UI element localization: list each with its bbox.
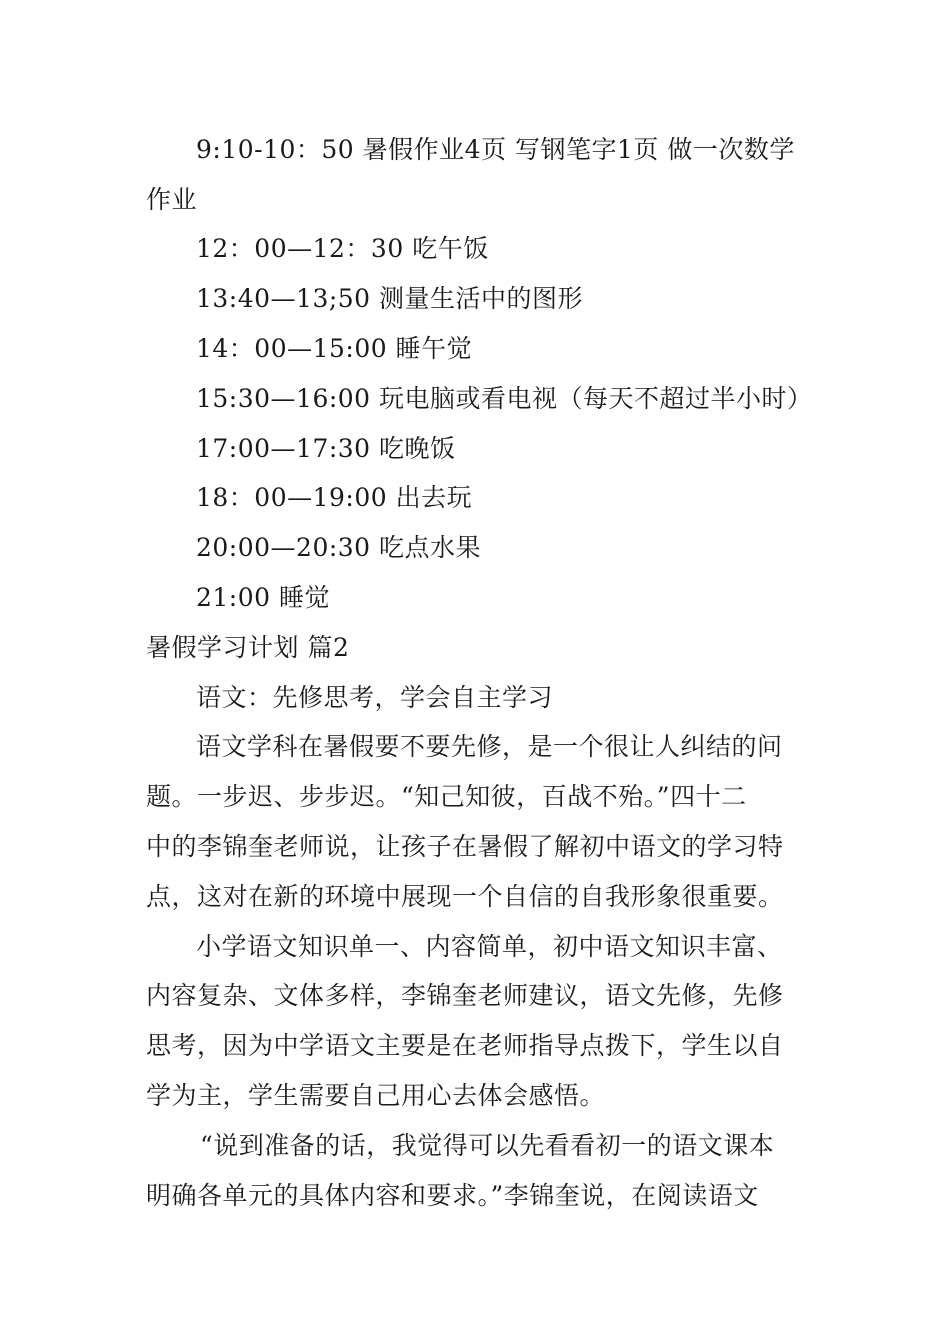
- paragraph-line: 内容复杂、文体多样，李锦奎老师建议，语文先修，先修: [146, 981, 784, 1010]
- schedule-line: 20:00—20:30 吃点水果: [196, 533, 482, 562]
- section-heading: 暑假学习计划 篇2: [146, 633, 350, 662]
- schedule-line: 21:00 睡觉: [196, 583, 330, 612]
- subheading: 语文：先修思考，学会自主学习: [196, 683, 554, 712]
- paragraph-line: 中的李锦奎老师说，让孩子在暑假了解初中语文的学习特: [146, 832, 784, 861]
- schedule-line: 17:00—17:30 吃晚饭: [196, 434, 456, 463]
- paragraph-line: 语文学科在暑假要不要先修，是一个很让人纠结的问: [196, 732, 783, 761]
- schedule-line: 9:10-10：50 暑假作业4页 写钢笔字1页 做一次数学: [196, 135, 795, 164]
- paragraph-line: “说到准备的话，我觉得可以先看看初一的语文课本: [200, 1131, 775, 1160]
- schedule-line: 13:40—13;50 测量生活中的图形: [196, 284, 584, 313]
- paragraph-line: 小学语文知识单一、内容简单，初中语文知识丰富、: [196, 932, 783, 961]
- paragraph-line: 题。一步迟、步步迟。“知己知彼，百战不殆。”四十二: [146, 782, 747, 811]
- schedule-line: 12：00—12：30 吃午饭: [196, 234, 489, 263]
- schedule-line: 18：00—19:00 出去玩: [196, 483, 473, 512]
- paragraph-line: 思考，因为中学语文主要是在老师指导点拨下，学生以自: [146, 1031, 784, 1060]
- schedule-line-continuation: 作业: [146, 185, 198, 214]
- paragraph-line: 明确各单元的具体内容和要求。”李锦奎说，在阅读语文: [146, 1181, 759, 1210]
- paragraph-line: 学为主，学生需要自己用心去体会感悟。: [146, 1081, 606, 1110]
- paragraph-line: 点，这对在新的环境中展现一个自信的自我形象很重要。: [146, 882, 784, 911]
- schedule-line: 14：00—15:00 睡午觉: [196, 334, 473, 363]
- schedule-line: 15:30—16:00 玩电脑或看电视（每天不超过半小时）: [196, 384, 813, 413]
